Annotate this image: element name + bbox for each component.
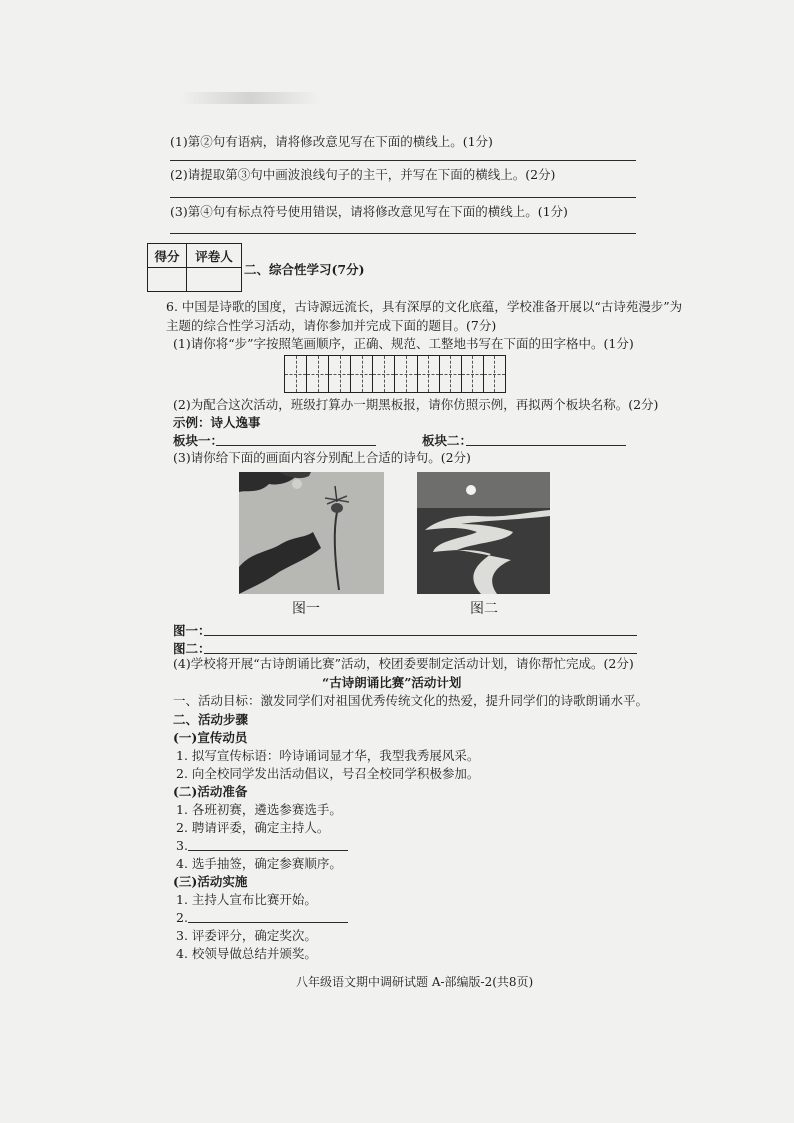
grader-cell[interactable] <box>187 268 242 292</box>
plan-steps-heading: 二、活动步骤 <box>173 712 249 727</box>
plan-part1-heading: (一)宣传动员 <box>173 730 248 745</box>
block2-answer-line[interactable] <box>466 445 626 446</box>
plan-title: “古诗朗诵比赛”活动计划 <box>322 675 462 690</box>
tianzige-cell[interactable] <box>418 356 440 392</box>
fig2-answer-label: 图二： <box>173 641 211 656</box>
q5-item-3: (3)第④句有标点符号使用错误，请将修改意见写在下面的横线上。(1分) <box>170 204 568 219</box>
tianzige-cell[interactable] <box>329 356 351 392</box>
plan-part3-item-1: 1. 主持人宣布比赛开始。 <box>176 892 317 907</box>
scan-smudge <box>180 92 320 104</box>
fig1-answer-label: 图一： <box>173 623 211 638</box>
tianzige-cell[interactable] <box>440 356 462 392</box>
section-title: 二、综合性学习(7分) <box>244 262 365 277</box>
tianzige-cell[interactable] <box>462 356 484 392</box>
fig2-caption: 图二 <box>470 601 498 617</box>
grader-label: 评卷人 <box>187 244 242 268</box>
plan-part2-item-3: 3. <box>176 838 188 853</box>
tianzige-grid[interactable] <box>284 355 506 393</box>
q6-intro-line1: 6. 中国是诗歌的国度，古诗源远流长，具有深厚的文化底蕴，学校准备开展以“古诗苑漫步”为 <box>166 299 683 314</box>
tianzige-cell[interactable] <box>351 356 373 392</box>
block1-answer-line[interactable] <box>216 445 376 446</box>
tianzige-cell[interactable] <box>307 356 329 392</box>
q5-item-2: (2)请提取第③句中画波浪线句子的主干，并写在下面的横线上。(2分) <box>170 167 556 182</box>
plan-part2-heading: (二)活动准备 <box>173 784 248 799</box>
answer-line-q5-1[interactable] <box>170 160 636 161</box>
q6-sub3: (3)请你给下面的画面内容分别配上合适的诗句。(2分) <box>173 450 471 465</box>
block1-label: 板块一： <box>173 433 224 448</box>
example-text: 示例：诗人逸事 <box>173 415 261 430</box>
q6-sub4: (4)学校将开展“古诗朗诵比赛”活动，校团委要制定活动计划，请你帮忙完成。(2分) <box>173 656 634 671</box>
page-footer: 八年级语文期中调研试题 A-部编版-2(共8页) <box>296 975 534 989</box>
figure-2-moon-river <box>417 472 550 594</box>
plan-part3-item-2: 2. <box>176 910 188 925</box>
score-label: 得分 <box>148 244 187 268</box>
fig1-caption: 图一 <box>292 601 320 617</box>
plan-part2-item-2: 2. 聘请评委，确定主持人。 <box>176 820 330 835</box>
plan-part2-item-4: 4. 选手抽签，确定参赛顺序。 <box>176 856 342 871</box>
q6-sub1: (1)请你将“步”字按照笔画顺序，正确、规范、工整地书写在下面的田字格中。(1分) <box>173 336 634 351</box>
plan-part1-item-2: 2. 向全校同学发出活动倡议，号召全校同学积极参加。 <box>176 766 480 781</box>
fig2-answer-line[interactable] <box>204 653 637 654</box>
q6-intro-line2: 主题的综合性学习活动，请你参加并完成下面的题目。(7分) <box>166 318 497 333</box>
answer-line-q5-3[interactable] <box>170 233 636 234</box>
block2-label: 板块二： <box>422 433 473 448</box>
fig1-answer-line[interactable] <box>204 635 637 636</box>
plan-part3-item-4: 4. 校领导做总结并颁奖。 <box>176 946 317 961</box>
answer-line-q5-2[interactable] <box>170 197 636 198</box>
score-cell[interactable] <box>148 268 187 292</box>
tianzige-cell[interactable] <box>373 356 395 392</box>
plan-part3-heading: (三)活动实施 <box>173 874 248 889</box>
tianzige-cell[interactable] <box>484 356 505 392</box>
plan-part3-item-3: 3. 评委评分，确定奖次。 <box>176 928 317 943</box>
figure-1-lotus-dragonfly <box>239 472 384 594</box>
plan-part3-answer-line[interactable] <box>188 922 348 923</box>
plan-part2-answer-line[interactable] <box>188 850 348 851</box>
score-box <box>147 243 242 292</box>
plan-goal: 一、活动目标：激发同学们对祖国优秀传统文化的热爱，提升同学们的诗歌朗诵水平。 <box>173 693 649 708</box>
plan-part1-item-1: 1. 拟写宣传标语：吟诗诵词显才华，我型我秀展风采。 <box>176 748 480 763</box>
plan-part2-item-1: 1. 各班初赛，遴选参赛选手。 <box>176 802 342 817</box>
q5-item-1: (1)第②句有语病，请将修改意见写在下面的横线上。(1分) <box>170 134 493 149</box>
q6-sub2: (2)为配合这次活动，班级打算办一期黑板报，请你仿照示例，再拟两个板块名称。(2分) <box>173 397 659 412</box>
tianzige-cell[interactable] <box>285 356 307 392</box>
tianzige-cell[interactable] <box>395 356 417 392</box>
